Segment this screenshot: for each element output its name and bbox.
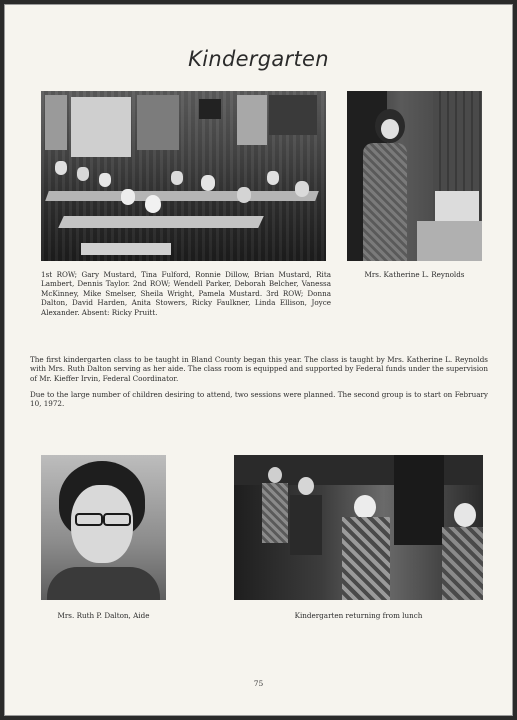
page-number: 75: [253, 679, 264, 688]
teacher-photo-caption: Mrs. Katherine L. Reynolds: [364, 270, 465, 279]
class-photo: [41, 91, 326, 261]
aide-photo-caption: Mrs. Ruth P. Dalton, Aide: [57, 611, 150, 620]
class-photo-caption: 1st ROW; Gary Mustard, Tina Fulford, Ronnie Dillow, Brian Mustard, Rita Lambert, Dennis Taylor. 2nd ROW; Wendell Parker, Deborah Belcher, Vanessa McKinney, Mike Smelser, Sheila Wright, Pamela Mustard. 3rd ROW; Donna Dalton, David Harden, Anita Stowers, Ricky Faulkner, Linda Ellison, Joyce Alexander. Absent: Ricky Pruitt.: [41, 270, 331, 317]
yearbook-page: [4, 4, 513, 716]
body-paragraph-1: The first kindergarten class to be taught in Bland County began this year. The class is taught by Mrs. Katherine L. Reynolds with Mrs. Ruth Dalton serving as her aide. The class room is equipped and supported by Federal funds under the supervision of Mr. Kieffer Irvin, Federal Coordinator.: [30, 355, 488, 383]
body-paragraph-2: Due to the large number of children desiring to attend, two sessions were planned. The second group is to start on February 10, 1972.: [30, 390, 488, 409]
aide-photo: [41, 455, 166, 600]
lunch-photo: [234, 455, 483, 600]
lunch-photo-caption: Kindergarten returning from lunch: [294, 611, 423, 620]
teacher-photo: [347, 91, 482, 261]
page-title: Kindergarten: [188, 47, 329, 71]
